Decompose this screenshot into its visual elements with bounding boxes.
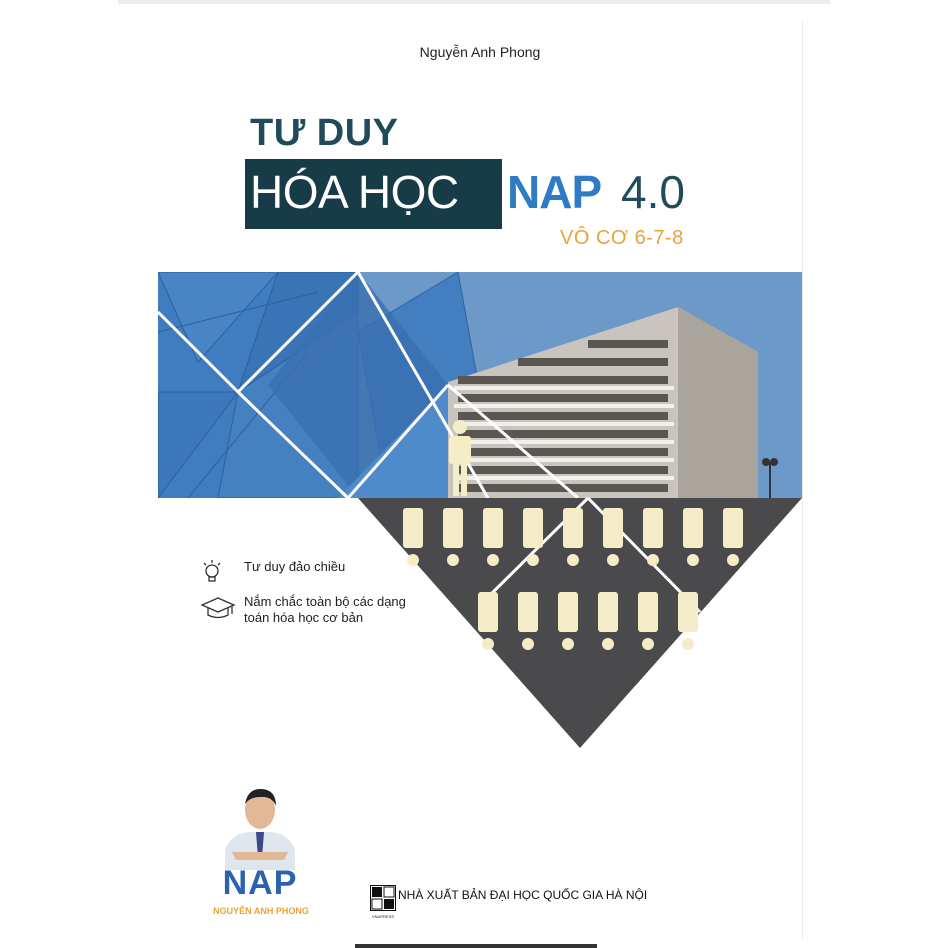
top-rule bbox=[118, 0, 830, 4]
cover-artwork bbox=[158, 272, 802, 752]
title-line-1: TƯ DUY bbox=[250, 112, 399, 154]
title-brand: NAP bbox=[507, 166, 602, 218]
author-name: Nguyễn Anh Phong bbox=[419, 44, 541, 60]
feature-text: Tư duy đảo chiều bbox=[244, 559, 346, 574]
title-version: 4.0 bbox=[621, 166, 685, 218]
publisher-logo-text: VNUPRESS bbox=[371, 914, 394, 919]
brand-tagline: NGUYỄN ANH PHONG bbox=[213, 906, 309, 916]
feature-text: Nắm chắc toàn bộ các dạng toán hóa học cơ bản bbox=[244, 594, 406, 625]
author-portrait bbox=[220, 780, 300, 870]
book-cover bbox=[158, 22, 803, 938]
brand-logo: NAP bbox=[222, 864, 298, 902]
title-line-2: HÓA HỌC bbox=[250, 166, 459, 218]
publisher-name: NHÀ XUẤT BẢN ĐẠI HỌC QUỐC GIA HÀ NỘI bbox=[398, 888, 648, 902]
lightbulb-icon bbox=[200, 559, 224, 585]
graduation-cap-icon bbox=[200, 594, 236, 620]
bottom-rule bbox=[355, 944, 597, 948]
publisher-logo bbox=[370, 885, 396, 913]
subtitle: VÔ CƠ 6-7-8 bbox=[560, 227, 684, 249]
